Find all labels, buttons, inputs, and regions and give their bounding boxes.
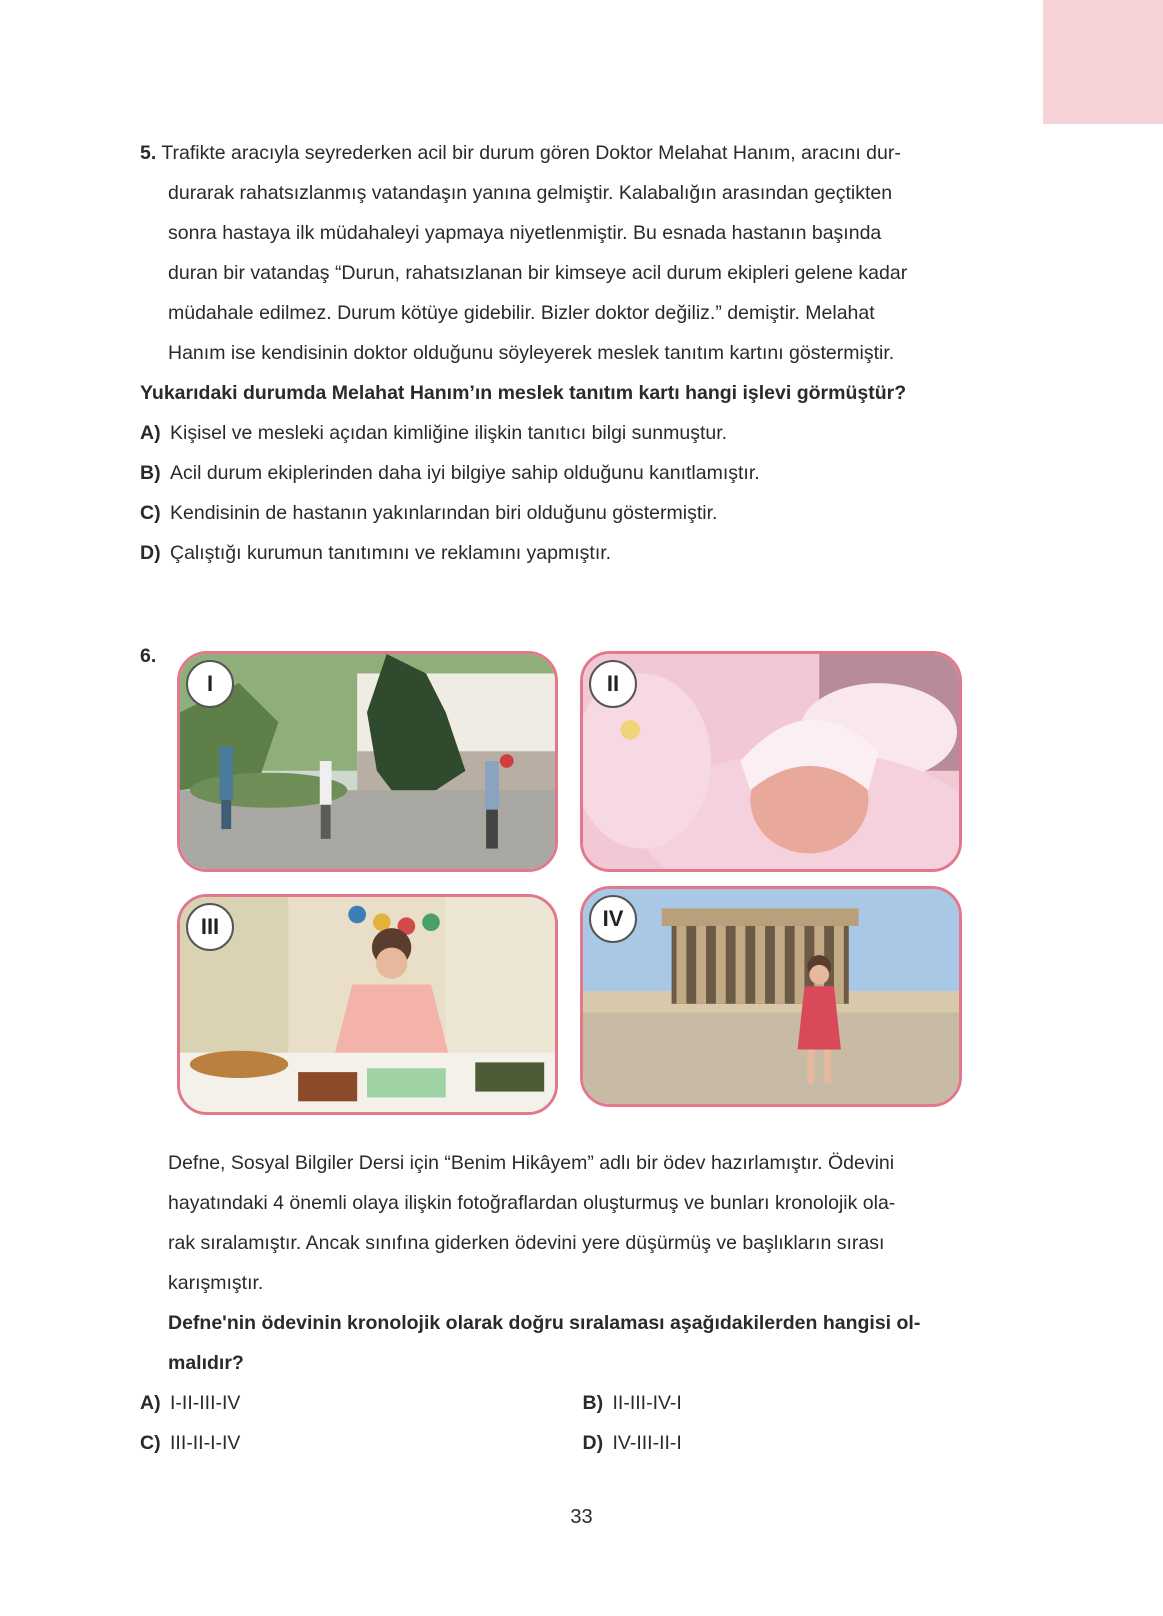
photo-iv (580, 886, 962, 1107)
photo-label: II (589, 660, 637, 708)
photo-iii (177, 894, 558, 1115)
photo-label: III (186, 903, 234, 951)
question-number: 5. (140, 142, 157, 164)
question-6-text-line: rak sıralamıştır. Ancak sınıfına giderken ödevini yere düşürmüş ve başlıkların sırası (168, 1232, 885, 1254)
question-5-first-line (140, 133, 1025, 173)
option-d[interactable] (140, 533, 1025, 573)
option-text: I-II-III-IV (170, 1392, 241, 1414)
question-5-prompt: Yukarıdaki durumda Melahat Hanım’ın meslek tanıtım kartı hangi işlevi görmüştür? (140, 382, 907, 404)
corner-tab (1043, 0, 1163, 124)
question-6-text-line: hayatındaki 4 önemli olaya ilişkin fotoğraflardan oluşturmuş ve bunları kronolojik ola- (168, 1192, 896, 1214)
option-text: II-III-IV-I (612, 1392, 682, 1414)
option-text: Çalıştığı kurumun tanıtımını ve reklamını yapmıştır. (170, 542, 612, 564)
question-5-text-line: müdahale edilmez. Durum kötüye gidebilir. Bizler doktor değiliz.” demiştir. Melahat (168, 302, 875, 324)
question-6-text-line: karışmıştır. (168, 1272, 264, 1294)
question-5-text-line: duran bir vatandaş “Durun, rahatsızlanan bir kimseye acil durum ekipleri gelene kadar (168, 262, 908, 284)
option-a[interactable] (140, 1383, 583, 1423)
question-6-body (140, 1143, 1025, 1383)
option-d[interactable] (583, 1423, 1026, 1463)
option-text: Acil durum ekiplerinden daha iyi bilgiye sahip olduğunu kanıtlamıştır. (170, 462, 760, 484)
children-playing-photo-icon (180, 654, 555, 869)
option-letter: A) (140, 1392, 161, 1414)
page-number: 33 (570, 1506, 593, 1528)
newborn-baby-photo-icon (583, 654, 959, 869)
option-b[interactable] (140, 453, 1025, 493)
option-letter: B) (582, 1392, 604, 1414)
option-b[interactable] (583, 1383, 1026, 1423)
option-text: Kişisel ve mesleki açıdan kimliğine ilişkin tanıtıcı bilgi sunmuştur. (170, 422, 728, 444)
option-c[interactable] (140, 493, 1025, 533)
option-letter: C) (140, 502, 161, 524)
question-6 (140, 1143, 1025, 1463)
photo-label: IV (589, 895, 637, 943)
birthday-party-photo-icon (180, 897, 555, 1112)
option-text: IV-III-II-I (612, 1432, 682, 1454)
question-6-text-line: Defne, Sosyal Bilgiler Dersi için “Benim Hikâyem” adlı bir ödev hazırlamıştır. Ödevini (168, 1152, 895, 1174)
option-letter: D) (582, 1432, 604, 1454)
option-text: Kendisinin de hastanın yakınlarından biri olduğunu göstermiştir. (170, 502, 718, 524)
option-a[interactable] (140, 413, 1025, 453)
question-6-prompt: Defne'nin ödevinin kronolojik olarak doğru sıralaması aşağıdakilerden hangisi ol- (168, 1312, 921, 1334)
question-5 (140, 133, 1025, 573)
question-6-options (140, 1383, 1025, 1463)
photo-i (177, 651, 558, 872)
option-letter: A) (140, 422, 161, 444)
question-number: 6. (140, 645, 157, 667)
anitkabir-visit-photo-icon (583, 889, 959, 1104)
option-letter: C) (140, 1432, 161, 1454)
question-5-body (140, 173, 1025, 373)
question-5-text-line: Trafikte aracıyla seyrederken acil bir durum gören Doktor Melahat Hanım, aracını dur- (161, 142, 901, 164)
question-5-text-line: sonra hastaya ilk müdahaleyi yapmaya niyetlenmiştir. Bu esnada hastanın başında (168, 222, 882, 244)
photo-label: I (186, 660, 234, 708)
option-text: III-II-I-IV (170, 1432, 241, 1454)
option-letter: B) (140, 462, 161, 484)
question-5-text-line: durarak rahatsızlanmış vatandaşın yanına gelmiştir. Kalabalığın arasından geçtikten (168, 182, 893, 204)
question-5-options (140, 413, 1025, 573)
option-letter: D) (140, 542, 161, 564)
question-5-text-line: Hanım ise kendisinin doktor olduğunu söyleyerek meslek tanıtım kartını göstermiştir. (168, 342, 895, 364)
question-6-prompt: malıdır? (168, 1352, 244, 1374)
photo-ii (580, 651, 962, 872)
option-c[interactable] (140, 1423, 583, 1463)
